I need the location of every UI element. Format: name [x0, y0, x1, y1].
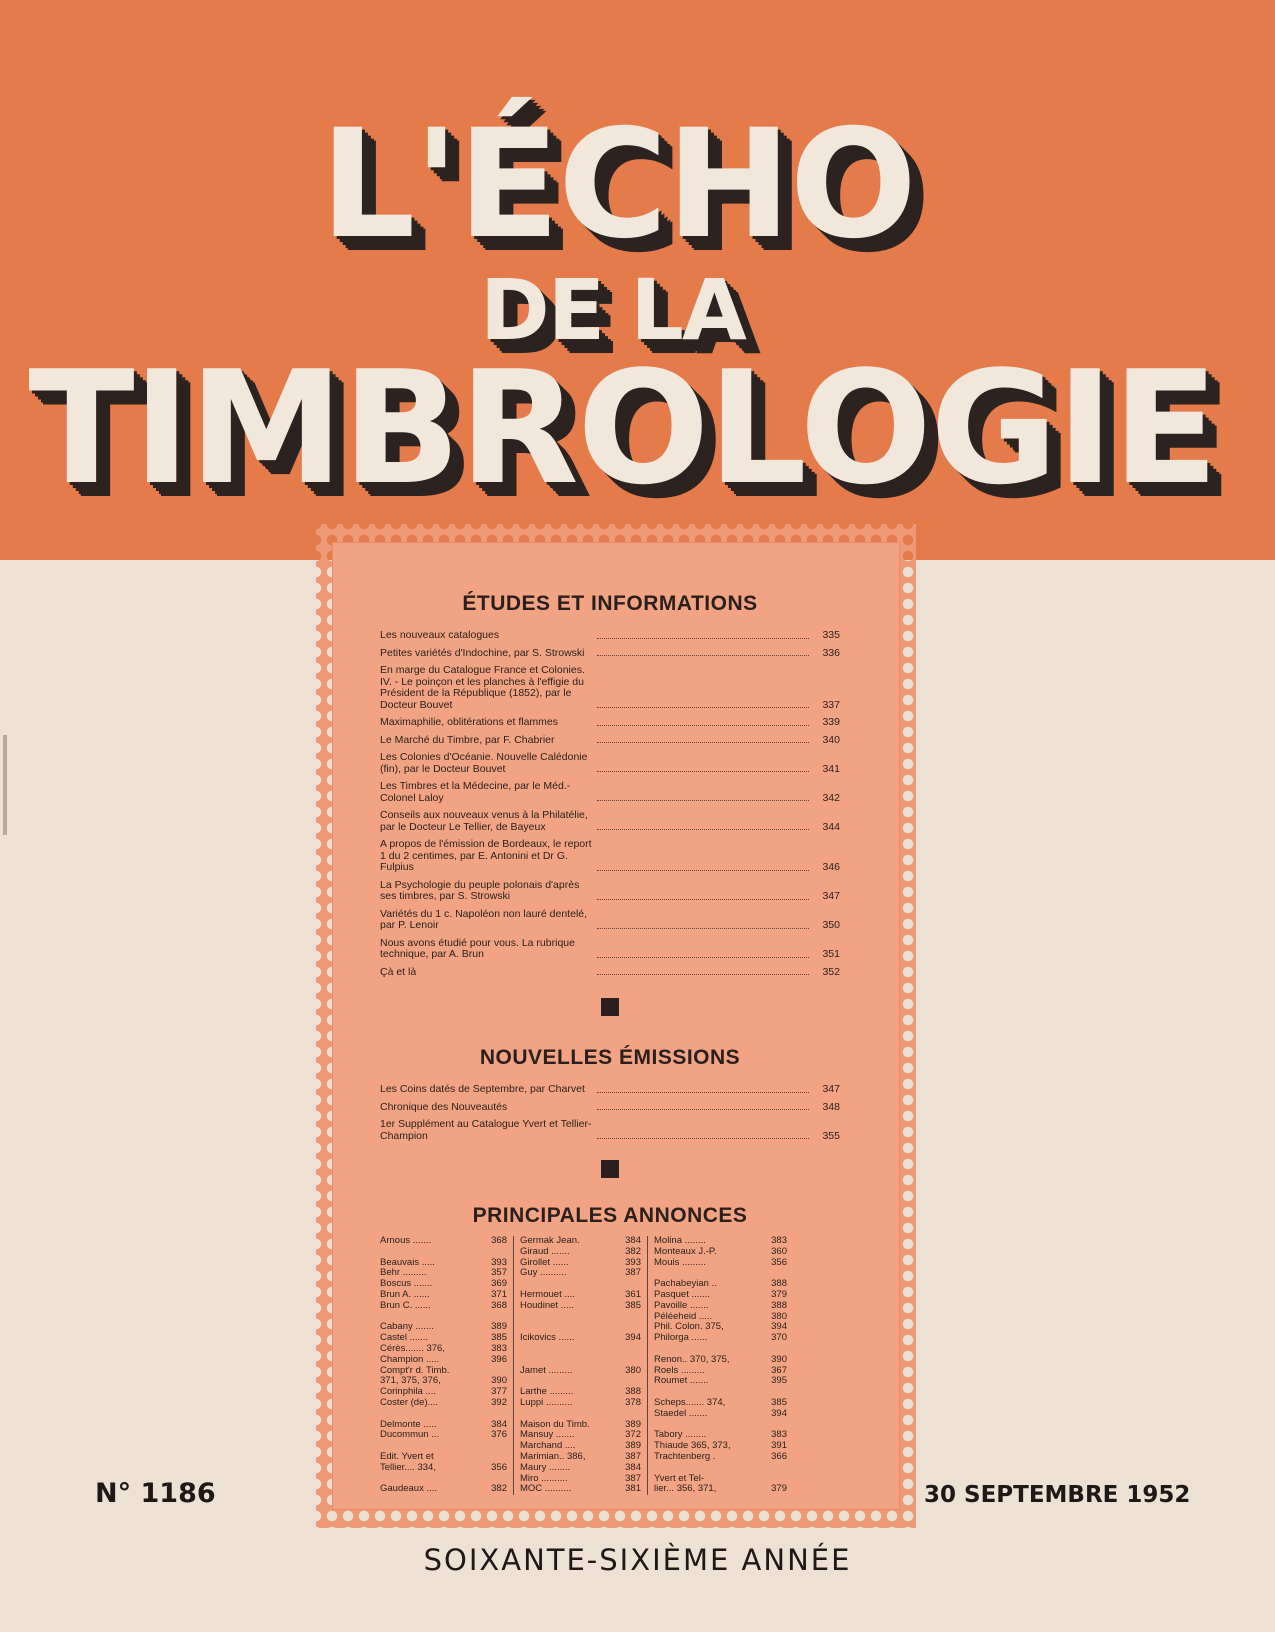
toc-entry	[380, 630, 840, 642]
toc-entry	[380, 781, 840, 804]
advertiser-page: 360	[771, 1245, 787, 1257]
toc-leader-dots	[597, 771, 809, 772]
advertiser-name: Jamet .........	[520, 1365, 573, 1376]
toc-entry-page: 340	[822, 733, 840, 746]
advertiser-entry	[520, 1420, 641, 1431]
advertiser-name: Ducommun ...	[380, 1430, 440, 1441]
toc-entry-title: Conseils aux nouveaux venus à la Philatélie, par le Docteur Le Tellier, de Bayeux	[380, 809, 588, 833]
advertiser-entry	[380, 1398, 507, 1409]
spacer	[520, 1344, 641, 1355]
advertiser-name: Mansuy .......	[520, 1430, 575, 1441]
spacer	[380, 1312, 507, 1323]
toc-leader-dots	[597, 974, 809, 975]
toc-entry-page: 341	[822, 762, 840, 775]
advertiser-page: 396	[491, 1353, 507, 1365]
toc-entry-title: Les Timbres et la Médecine, par le Méd.-Colonel Laloy	[380, 780, 571, 804]
etudes-list	[380, 630, 840, 978]
advertiser-page: 369	[491, 1278, 507, 1290]
toc-entry-page: 355	[822, 1129, 840, 1142]
toc-entry-page: 347	[822, 1083, 840, 1095]
advertiser-page: 392	[491, 1396, 507, 1408]
advertiser-entry	[654, 1290, 787, 1301]
toc-entry-title: En marge du Catalogue France et Colonies. IV. - Le poinçon et les planches à l'effigie du Président de la République (1852), par le Docteur Bouvet	[380, 664, 585, 711]
advertiser-name: Larthe .........	[520, 1387, 574, 1398]
spacer	[380, 1474, 507, 1485]
advertiser-entry	[380, 1463, 507, 1474]
annonces-grid	[380, 1236, 840, 1495]
advertiser-page: 394	[771, 1321, 787, 1333]
advertiser-page: 394	[625, 1332, 641, 1344]
toc-leader-dots	[597, 707, 809, 708]
advertiser-name: Molina ........	[654, 1236, 706, 1246]
advertiser-page: 393	[491, 1256, 507, 1268]
advertiser-name: Arnous .......	[380, 1236, 432, 1246]
spacer	[520, 1322, 641, 1333]
spacer	[520, 1376, 641, 1387]
year-line: SOIXANTE-SIXIÈME ANNÉE	[423, 1543, 852, 1577]
advertiser-entry	[654, 1474, 787, 1485]
toc-entry-page: 350	[822, 919, 840, 931]
toc-entry-title: Variétés du 1 c. Napoléon non lauré dentelé, par P. Lenoir	[380, 907, 588, 931]
toc-entry-page: 339	[822, 716, 840, 728]
advertiser-name: Maison du Timb.	[520, 1419, 590, 1430]
advertiser-page: 388	[771, 1278, 787, 1290]
advertiser-entry	[654, 1322, 787, 1333]
advertiser-entry	[380, 1301, 507, 1312]
advertiser-entry	[380, 1387, 507, 1398]
advertiser-page: 383	[491, 1342, 507, 1354]
advertiser-name: Girollet ......	[520, 1257, 569, 1268]
toc-entry-page: 351	[822, 948, 840, 960]
advertiser-entry	[520, 1463, 641, 1474]
advertiser-entry	[654, 1312, 787, 1323]
spacer	[520, 1279, 641, 1290]
advertiser-name: Pavoille .......	[654, 1300, 709, 1311]
advertiser-page: 379	[771, 1483, 787, 1495]
toc-entry	[380, 665, 840, 711]
toc-leader-dots	[597, 1092, 809, 1093]
advertiser-name: Hermouet ....	[520, 1289, 575, 1300]
advertiser-entry	[380, 1376, 507, 1387]
issue-number: N° 1186	[95, 1478, 216, 1509]
advertiser-name: Scheps....... 374,	[654, 1397, 726, 1408]
issue-date: 30 SEPTEMBRE 1952	[924, 1482, 1191, 1508]
advertiser-entry	[654, 1366, 787, 1377]
advertiser-entry	[380, 1322, 507, 1333]
toc-entry	[380, 967, 840, 979]
advertiser-name: Luppi ..........	[520, 1397, 573, 1408]
advertiser-name: Mouis .........	[654, 1257, 706, 1268]
advertiser-name: Behr .........	[380, 1268, 427, 1279]
advertiser-page: 370	[771, 1332, 787, 1344]
annonces-column	[380, 1236, 514, 1495]
toc-entry-page: 337	[822, 698, 840, 711]
advertiser-name: Germak Jean.	[520, 1236, 580, 1246]
advertiser-page: 385	[625, 1299, 641, 1311]
toc-entry	[380, 1119, 840, 1142]
section-title-etudes: ÉTUDES ET INFORMATIONS	[462, 592, 758, 615]
spacer	[520, 1312, 641, 1323]
spacer	[520, 1409, 641, 1420]
advertiser-name: lier... 356, 371,	[654, 1484, 717, 1495]
toc-entry-title: Les Coins datés de Septembre, par Charvet	[380, 1083, 585, 1095]
advertiser-entry	[654, 1452, 787, 1463]
advertiser-page: 387	[625, 1472, 641, 1484]
toc-entry	[380, 880, 840, 903]
emissions-list	[380, 1084, 840, 1142]
advertiser-name: Philorga ......	[654, 1333, 708, 1344]
advertiser-name: MOC ..........	[520, 1484, 572, 1495]
toc-entry-page: 344	[822, 820, 840, 833]
toc-entry-title: Maximaphilie, oblitérations et flammes	[380, 716, 558, 728]
toc-leader-dots	[597, 1138, 809, 1139]
advertiser-entry	[520, 1430, 641, 1441]
advertiser-entry	[380, 1344, 507, 1355]
masthead-title-line1: L'ÉCHO	[319, 98, 916, 272]
advertiser-name: Péléeheid .....	[654, 1311, 713, 1322]
toc-entry-page: 347	[822, 890, 840, 902]
advertiser-page: 377	[491, 1386, 507, 1398]
spacer	[654, 1344, 787, 1355]
advertiser-entry	[380, 1355, 507, 1366]
advertiser-name: Tellier.... 334,	[380, 1462, 436, 1473]
advertiser-name: Beauvais .....	[380, 1257, 435, 1268]
advertiser-entry	[654, 1279, 787, 1290]
advertiser-name: Renon.. 370, 375,	[654, 1354, 730, 1365]
advertiser-entry	[380, 1430, 507, 1441]
advertiser-entry	[520, 1474, 641, 1485]
toc-entry-page: 346	[822, 861, 840, 873]
advertiser-page: 393	[625, 1256, 641, 1268]
table-of-contents	[380, 592, 840, 1495]
toc-entry	[380, 648, 840, 660]
advertiser-entry	[520, 1236, 641, 1247]
advertiser-name: Compt'r d. Timb.	[380, 1365, 450, 1376]
toc-leader-dots	[597, 829, 809, 830]
advertiser-name: Gaudeaux ....	[380, 1484, 438, 1495]
spacer	[654, 1463, 787, 1474]
toc-leader-dots	[597, 899, 809, 900]
spacer	[654, 1420, 787, 1431]
annonces-column	[648, 1236, 793, 1495]
advertiser-name: Giraud .......	[520, 1246, 570, 1257]
advertiser-entry	[380, 1333, 507, 1344]
advertiser-page: 372	[625, 1429, 641, 1441]
toc-entry	[380, 735, 840, 747]
toc-entry-title: Çà et là	[380, 965, 417, 978]
toc-entry-title: A propos de l'émission de Bordeaux, le report 1 du 2 centimes, par E. Antonini et Dr G. Fulpius	[380, 838, 592, 873]
toc-leader-dots	[597, 870, 809, 871]
toc-leader-dots	[597, 957, 809, 958]
advertiser-entry	[380, 1268, 507, 1279]
advertiser-page: 391	[771, 1440, 787, 1452]
advertiser-page: 376	[491, 1429, 507, 1441]
advertiser-name: Marchand ....	[520, 1441, 576, 1452]
advertiser-name: Boscus .......	[380, 1279, 433, 1290]
advertiser-entry	[520, 1484, 641, 1495]
advertiser-page: 387	[625, 1267, 641, 1279]
advertiser-name: Champion .....	[380, 1354, 440, 1365]
advertiser-entry	[520, 1452, 641, 1463]
toc-entry	[380, 1084, 840, 1096]
advertiser-name: Castel .......	[380, 1333, 429, 1344]
advertiser-name: Phil. Colon. 375,	[654, 1322, 724, 1333]
advertiser-entry	[520, 1258, 641, 1269]
advertiser-page: 361	[625, 1288, 641, 1300]
toc-leader-dots	[597, 725, 809, 726]
advertiser-name: Corinphila ....	[380, 1387, 436, 1398]
advertiser-entry	[380, 1279, 507, 1290]
advertiser-page: 384	[625, 1461, 641, 1473]
advertiser-page: 387	[625, 1450, 641, 1462]
advertiser-name: Pasquet .......	[654, 1289, 710, 1300]
toc-entry-page: 348	[822, 1100, 840, 1113]
advertiser-name: Roels .........	[654, 1365, 705, 1376]
toc-entry	[380, 909, 840, 932]
advertiser-name: Yvert et Tel-	[654, 1473, 704, 1484]
advertiser-entry	[520, 1268, 641, 1279]
toc-entry	[380, 717, 840, 729]
advertiser-entry	[654, 1376, 787, 1387]
toc-entry-page: 335	[822, 629, 840, 641]
section-title-annonces: PRINCIPALES ANNONCES	[472, 1204, 748, 1227]
advertiser-page: 356	[771, 1256, 787, 1268]
toc-leader-dots	[597, 638, 809, 639]
advertiser-name: Cérès....... 376,	[380, 1343, 445, 1354]
advertiser-name: Marimian.. 386,	[520, 1451, 586, 1462]
advertiser-entry	[520, 1366, 641, 1377]
toc-entry	[380, 752, 840, 775]
advertiser-entry	[654, 1430, 787, 1441]
toc-entry-page: 336	[822, 646, 840, 659]
advertiser-name: Cabany .......	[380, 1322, 434, 1333]
advertiser-page: 383	[771, 1235, 787, 1246]
toc-leader-dots	[597, 800, 809, 801]
advertiser-name: Coster (de)....	[380, 1397, 439, 1408]
toc-entry-title: Petites variétés d'Indochine, par S. Strowski	[380, 646, 585, 659]
advertiser-page: 356	[491, 1461, 507, 1473]
advertiser-entry	[380, 1452, 507, 1463]
advertiser-entry	[380, 1420, 507, 1431]
advertiser-page: 388	[771, 1299, 787, 1311]
toc-entry-title: Les Colonies d'Océanie. Nouvelle Calédonie (fin), par le Docteur Bouvet	[380, 751, 588, 775]
advertiser-page: 368	[491, 1299, 507, 1311]
advertiser-page: 384	[491, 1418, 507, 1430]
advertiser-entry	[654, 1236, 787, 1247]
advertiser-name: Monteaux J.-P.	[654, 1246, 717, 1257]
toc-entry-page: 352	[822, 965, 840, 978]
advertiser-name: Brun A. ......	[380, 1289, 430, 1300]
advertiser-entry	[380, 1290, 507, 1301]
advertiser-entry	[520, 1290, 641, 1301]
advertiser-page: 368	[491, 1235, 507, 1246]
toc-leader-dots	[597, 1109, 809, 1110]
advertiser-name: Edit. Yvert et	[380, 1451, 434, 1462]
advertiser-page: 379	[771, 1288, 787, 1300]
staple-mark	[3, 735, 7, 835]
advertiser-page: 384	[625, 1235, 641, 1246]
advertiser-page: 367	[771, 1364, 787, 1376]
advertiser-page: 388	[625, 1386, 641, 1398]
toc-entry	[380, 810, 840, 833]
advertiser-page: 394	[771, 1407, 787, 1419]
toc-entry-title: Chronique des Nouveautés	[380, 1100, 508, 1113]
toc-entry-page: 342	[822, 791, 840, 804]
advertiser-entry	[654, 1441, 787, 1452]
advertiser-page: 390	[771, 1353, 787, 1365]
advertiser-entry	[520, 1333, 641, 1344]
advertiser-entry	[380, 1258, 507, 1269]
advertiser-page: 371	[491, 1288, 507, 1300]
advertiser-entry	[520, 1247, 641, 1258]
spacer	[654, 1387, 787, 1398]
section-title-emissions: NOUVELLES ÉMISSIONS	[479, 1046, 741, 1069]
advertiser-entry	[520, 1441, 641, 1452]
advertiser-entry	[380, 1366, 507, 1377]
advertiser-page: 366	[771, 1450, 787, 1462]
advertiser-name: Delmonte .....	[380, 1419, 437, 1430]
advertiser-name: Icikovics ......	[520, 1333, 575, 1344]
advertiser-page: 389	[491, 1321, 507, 1333]
advertiser-name: Pachabeyian ..	[654, 1279, 717, 1290]
toc-entry	[380, 938, 840, 961]
toc-leader-dots	[597, 655, 809, 656]
spacer	[380, 1409, 507, 1420]
advertiser-page: 385	[491, 1332, 507, 1344]
advertiser-page: 385	[771, 1396, 787, 1408]
advertiser-entry	[380, 1484, 507, 1495]
toc-entry-title: Le Marché du Timbre, par F. Chabrier	[380, 733, 555, 746]
advertiser-name: Miro ..........	[520, 1473, 568, 1484]
advertiser-name: Trachtenberg .	[654, 1451, 716, 1462]
advertiser-name: Maury ........	[520, 1462, 571, 1473]
advertiser-name: Staedel .......	[654, 1408, 708, 1419]
spacer	[654, 1268, 787, 1279]
advertiser-name: Tabory ........	[654, 1430, 707, 1441]
advertiser-page: 383	[771, 1429, 787, 1441]
advertiser-entry	[654, 1355, 787, 1366]
toc-leader-dots	[597, 928, 809, 929]
advertiser-entry	[520, 1387, 641, 1398]
advertiser-name: Brun C. ......	[380, 1300, 431, 1311]
advertiser-entry	[654, 1247, 787, 1258]
toc-entry-title: Nous avons étudié pour vous. La rubrique technique, par A. Brun	[380, 936, 575, 960]
toc-entry	[380, 839, 840, 874]
masthead-title-line3: TIMBROLOGIE	[28, 337, 1217, 519]
toc-entry-title: La Psychologie du peuple polonais d'après ses timbres, par S. Strowski	[380, 878, 580, 902]
spacer	[520, 1355, 641, 1366]
advertiser-page: 380	[625, 1364, 641, 1376]
advertiser-page: 357	[491, 1267, 507, 1279]
advertiser-page: 389	[625, 1440, 641, 1452]
advertiser-page: 389	[625, 1418, 641, 1430]
advertiser-entry	[654, 1409, 787, 1420]
advertiser-entry	[654, 1333, 787, 1344]
advertiser-page: 380	[771, 1310, 787, 1322]
advertiser-entry	[654, 1258, 787, 1269]
advertiser-name: Houdinet .....	[520, 1300, 574, 1311]
advertiser-name: Guy ..........	[520, 1268, 567, 1279]
advertiser-page: 382	[625, 1245, 641, 1257]
advertiser-page: 378	[625, 1396, 641, 1408]
masthead-title-line2: DE LA	[480, 261, 745, 359]
section-divider-square	[601, 998, 619, 1016]
advertiser-entry	[654, 1398, 787, 1409]
advertiser-name: 371, 375, 376,	[380, 1376, 441, 1387]
advertiser-entry	[654, 1484, 787, 1495]
advertiser-entry	[654, 1301, 787, 1312]
annonces-column	[514, 1236, 648, 1495]
toc-entry	[380, 1102, 840, 1114]
toc-entry-title: Les nouveaux catalogues	[380, 629, 500, 641]
toc-entry-title: 1er Supplément au Catalogue Yvert et Tellier-Champion	[380, 1118, 592, 1142]
advertiser-entry	[520, 1398, 641, 1409]
advertiser-page: 382	[491, 1483, 507, 1495]
advertiser-page: 390	[491, 1375, 507, 1387]
spacer	[380, 1247, 507, 1258]
spacer	[380, 1441, 507, 1452]
advertiser-entry	[520, 1301, 641, 1312]
advertiser-page: 381	[625, 1483, 641, 1495]
advertiser-page: 395	[771, 1375, 787, 1387]
section-divider-square	[601, 1160, 619, 1178]
toc-leader-dots	[597, 742, 809, 743]
advertiser-name: Thiaude 365, 373,	[654, 1441, 731, 1452]
advertiser-entry	[380, 1236, 507, 1247]
advertiser-name: Roumet .......	[654, 1376, 709, 1387]
